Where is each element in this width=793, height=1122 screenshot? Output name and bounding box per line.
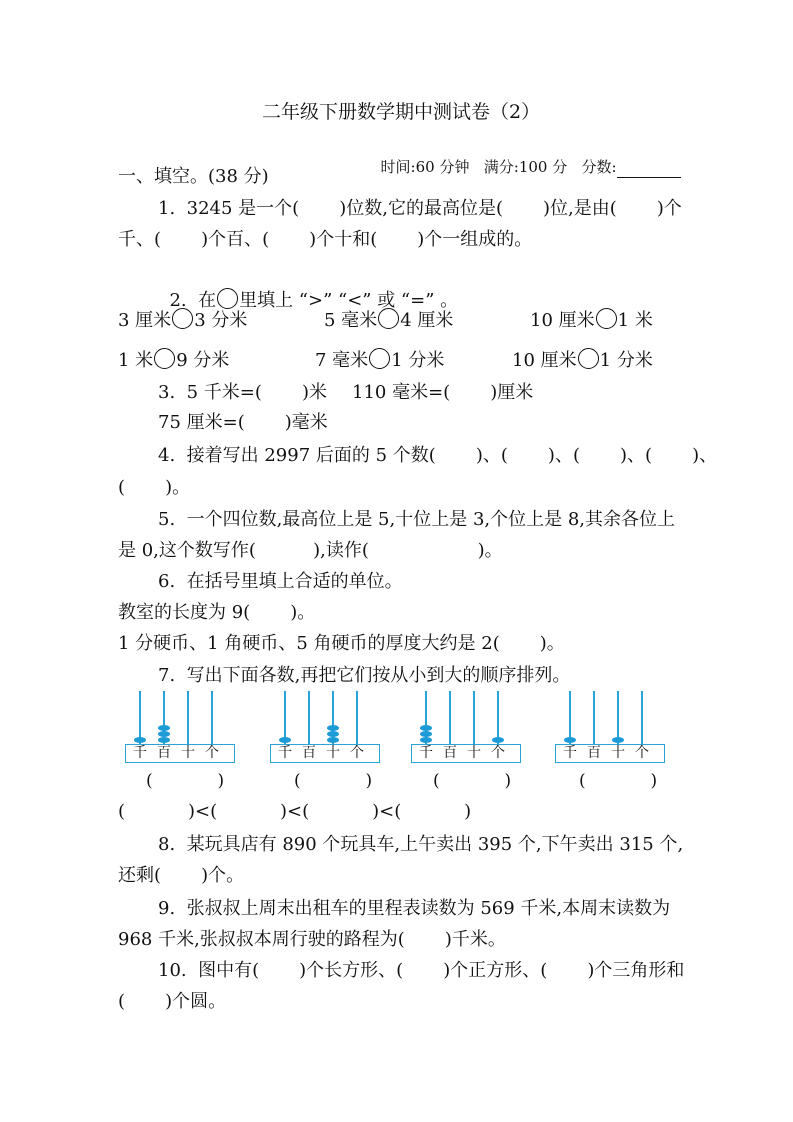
place-label: 百 (443, 745, 457, 761)
q2-left: 1 米 (118, 350, 154, 371)
abacus-bead (158, 731, 170, 737)
section-heading: 一、填空。(38 分) (118, 166, 269, 187)
q6-line1: 6. 在括号里填上合适的单位。 (158, 571, 403, 592)
compare-circle-icon[interactable] (596, 308, 617, 329)
score-blank[interactable] (617, 162, 681, 178)
abacus-bead (158, 737, 170, 743)
abacus-bead (612, 737, 624, 743)
abacus-answer-1[interactable]: ( ) (146, 771, 225, 791)
place-label: 十 (611, 745, 625, 761)
q7-line1: 7. 写出下面各数,再把它们按从小到大的顺序排列。 (158, 665, 571, 686)
q2-right: 4 厘米 (400, 310, 454, 331)
q3-line1b: 110 毫米=( )厘米 (352, 382, 534, 403)
abacus-4 (555, 691, 665, 781)
q5-line2: 是 0,这个数写作( ),读作( )。 (118, 540, 503, 561)
q1-line2: 千、( )个百、( )个十和( )个一组成的。 (118, 229, 533, 250)
compare-circle-icon[interactable] (578, 348, 599, 369)
compare-circle-icon[interactable] (172, 308, 193, 329)
place-label: 十 (326, 745, 340, 761)
q9-line1: 9. 张叔叔上周末出租车的里程表读数为 569 千米,本周末读数为 (158, 898, 671, 919)
place-label: 百 (157, 745, 171, 761)
q3-line2: 75 厘米=( )毫米 (158, 412, 328, 433)
abacus-bead (279, 737, 291, 743)
compare-circle-icon[interactable] (369, 348, 390, 369)
q1-line1: 1. 3245 是一个( )位数,它的最高位是( )位,是由( )个 (158, 198, 682, 219)
q6-line3: 1 分硬币、1 角硬币、5 角硬币的厚度大约是 2( )。 (118, 633, 565, 654)
q2-left: 5 毫米 (324, 310, 378, 331)
q2-item-6 (512, 348, 653, 372)
abacus-rod (473, 691, 475, 744)
q9-line2: 968 千米,张叔叔本周行驶的路程为( )千米。 (118, 929, 506, 950)
q2-right: 1 米 (617, 310, 653, 331)
place-label: 个 (635, 745, 649, 761)
q2-left: 3 厘米 (118, 310, 172, 331)
place-label: 十 (467, 745, 481, 761)
abacus-3 (411, 691, 521, 781)
abacus-answer-2[interactable]: ( ) (294, 771, 373, 791)
page-title: 二年级下册数学期中测试卷（2） (262, 101, 541, 123)
place-label: 个 (491, 745, 505, 761)
place-label: 千 (278, 745, 292, 761)
place-label: 百 (587, 745, 601, 761)
q2-left: 10 厘米 (512, 350, 577, 371)
q10-line2: ( )个圆。 (118, 991, 227, 1012)
q7-order-line: ( )<( )<( )<( ) (118, 801, 472, 822)
abacus-answer-4[interactable]: ( ) (579, 771, 658, 791)
q2-right: 3 分米 (194, 310, 248, 331)
abacus-rod (641, 691, 643, 744)
q2-left: 10 厘米 (530, 310, 595, 331)
abacus-rod (593, 691, 595, 744)
q3-line1a: 3. 5 千米=( )米 (158, 382, 327, 403)
abacus-bead (420, 737, 432, 743)
abacus-bead (327, 737, 339, 743)
q2-right: 1 分米 (391, 350, 445, 371)
q2-item-4 (118, 348, 229, 372)
abacus-bead (420, 731, 432, 737)
abacus-bead (420, 725, 432, 731)
q8-line2: 还剩( )个。 (118, 865, 245, 886)
full-score-info: 满分:100 分 (483, 158, 568, 176)
abacus-2 (270, 691, 380, 781)
q2-item-3 (530, 308, 653, 332)
place-label: 个 (350, 745, 364, 761)
compare-circle-icon[interactable] (378, 308, 399, 329)
place-label: 十 (181, 745, 195, 761)
abacus-rod (449, 691, 451, 744)
q4-line1: 4. 接着写出 2997 后面的 5 个数( )、( )、( )、( )、 (158, 445, 718, 466)
q2-item-2 (324, 308, 453, 332)
abacus-rod (356, 691, 358, 744)
q2-post: 里填上 “>” “<” 或 “=” 。 (239, 290, 459, 311)
abacus-bead (564, 737, 576, 743)
place-label: 百 (302, 745, 316, 761)
abacus-rod (308, 691, 310, 744)
q2-item-5 (315, 348, 444, 372)
place-label: 个 (205, 745, 219, 761)
q6-line2: 教室的长度为 9( )。 (118, 602, 316, 623)
abacus-bead (327, 725, 339, 731)
compare-circle-icon[interactable] (154, 348, 175, 369)
q2-right: 1 分米 (599, 350, 653, 371)
place-label: 千 (563, 745, 577, 761)
compare-circle-icon (217, 288, 238, 309)
place-label: 千 (133, 745, 147, 761)
place-label: 千 (419, 745, 433, 761)
abacus-bead (134, 737, 146, 743)
q2-pre: 2. 在 (169, 290, 217, 311)
q2-left: 7 毫米 (315, 350, 369, 371)
abacus-rod (211, 691, 213, 744)
q4-line2: ( )。 (118, 477, 191, 498)
score-label: 分数: (581, 158, 617, 176)
time-info: 时间:60 分钟 (380, 158, 470, 176)
abacus-answer-3[interactable]: ( ) (433, 771, 512, 791)
abacus-rod (187, 691, 189, 744)
q5-line1: 5. 一个四位数,最高位上是 5,十位上是 3,个位上是 8,其余各位上 (158, 509, 676, 530)
q2-right: 9 分米 (176, 350, 230, 371)
q10-line1: 10. 图中有( )个长方形、( )个正方形、( )个三角形和 (158, 960, 685, 981)
abacus-bead (492, 737, 504, 743)
q8-line1: 8. 某玩具店有 890 个玩具车,上午卖出 395 个,下午卖出 315 个, (158, 834, 684, 855)
q2-instruction (158, 266, 458, 312)
abacus-bead (158, 725, 170, 731)
abacus-bead (327, 731, 339, 737)
abacus-1 (125, 691, 235, 781)
q2-item-1 (118, 308, 247, 332)
exam-info (371, 134, 681, 178)
